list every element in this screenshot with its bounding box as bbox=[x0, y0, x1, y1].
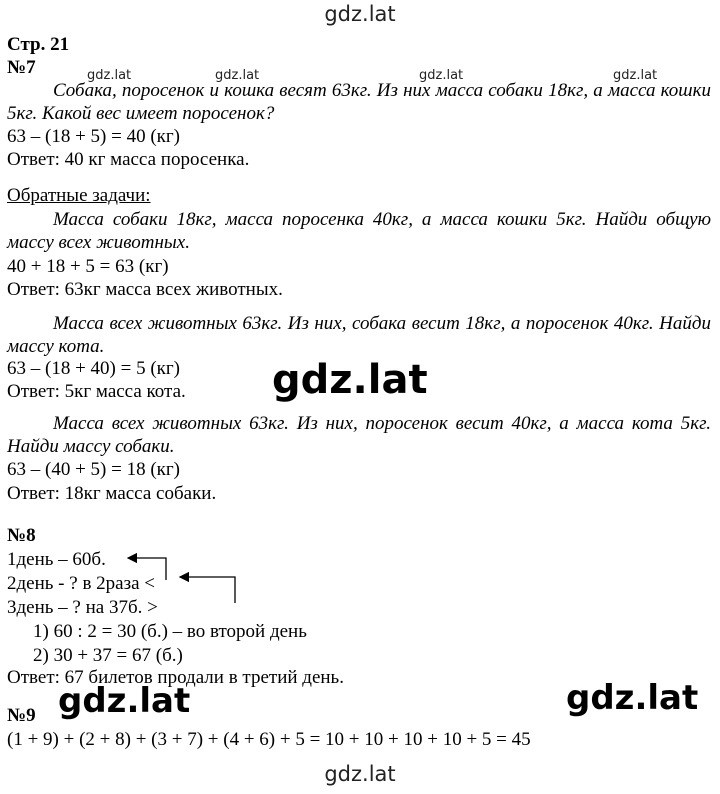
watermark-left: gdz.lat bbox=[58, 681, 191, 721]
inverse-2-answer: Ответ: 5кг масса кота. bbox=[7, 381, 186, 402]
task7-answer: Ответ: 40 кг масса поросенка. bbox=[7, 149, 250, 170]
inverse-3-problem: Масса всех животных 63кг. Из них, поросенок весит 40кг, а масса кота 5кг. Найди массу собаки. bbox=[7, 413, 711, 457]
task8-condition-day1: 1день – 60б. bbox=[7, 549, 106, 570]
task7-problem: Собака, поросенок и кошка весят 63кг. Из них масса собаки 18кг, а масса кошки 5кг. Какой вес имеет поросенок? bbox=[7, 80, 711, 124]
inverse-1-solution: 40 + 18 + 5 = 63 (кг) bbox=[7, 256, 169, 277]
inverse-3-answer: Ответ: 18кг масса собаки. bbox=[7, 483, 217, 504]
task9-solution: (1 + 9) + (2 + 8) + (3 + 7) + (4 + 6) + 5 = 10 + 10 + 10 + 10 + 5 = 45 bbox=[7, 729, 531, 750]
inverse-3-solution: 63 – (40 + 5) = 18 (кг) bbox=[7, 459, 181, 480]
task8-step-1: 1) 60 : 2 = 30 (б.) – во второй день bbox=[33, 621, 307, 642]
inverse-1-answer: Ответ: 63кг масса всех животных. bbox=[7, 279, 283, 300]
watermark-top: gdz.lat bbox=[324, 2, 396, 26]
watermark-small-4: gdz.lat bbox=[613, 68, 658, 83]
inverse-1-problem: Масса собаки 18кг, масса поросенка 40кг, а масса кошки 5кг. Найди общую массу всех животных. bbox=[7, 209, 711, 253]
task9-number: №9 bbox=[7, 705, 36, 726]
watermark-small-3: gdz.lat bbox=[419, 68, 464, 83]
task8-condition-day2: 2день - ? в 2раза < bbox=[7, 573, 156, 594]
watermark-small-1: gdz.lat bbox=[87, 68, 132, 83]
task8-step-2: 2) 30 + 37 = 67 (б.) bbox=[33, 645, 183, 666]
arrow-day3-to-day2 bbox=[180, 577, 235, 603]
task7-solution: 63 – (18 + 5) = 40 (кг) bbox=[7, 126, 181, 147]
inverse-2-solution: 63 – (18 + 40) = 5 (кг) bbox=[7, 358, 181, 379]
inverse-heading: Обратные задачи: bbox=[7, 185, 151, 206]
task8-condition-day3: 3день – ? на 37б. > bbox=[7, 597, 158, 618]
task8-answer: Ответ: 67 билетов продали в третий день. bbox=[7, 667, 344, 688]
inverse-2-problem: Масса всех животных 63кг. Из них, собака весит 18кг, а поросенок 40кг. Найди массу кота. bbox=[7, 313, 711, 357]
watermark-center: gdz.lat bbox=[272, 357, 428, 403]
watermark-bottom: gdz.lat bbox=[324, 762, 396, 786]
arrow-day2-to-day1 bbox=[128, 558, 166, 580]
page-title: Стр. 21 bbox=[7, 34, 70, 55]
watermark-right: gdz.lat bbox=[566, 678, 699, 718]
watermark-small-2: gdz.lat bbox=[215, 68, 260, 83]
task8-number: №8 bbox=[7, 525, 36, 546]
task7-number: №7 bbox=[7, 57, 36, 78]
